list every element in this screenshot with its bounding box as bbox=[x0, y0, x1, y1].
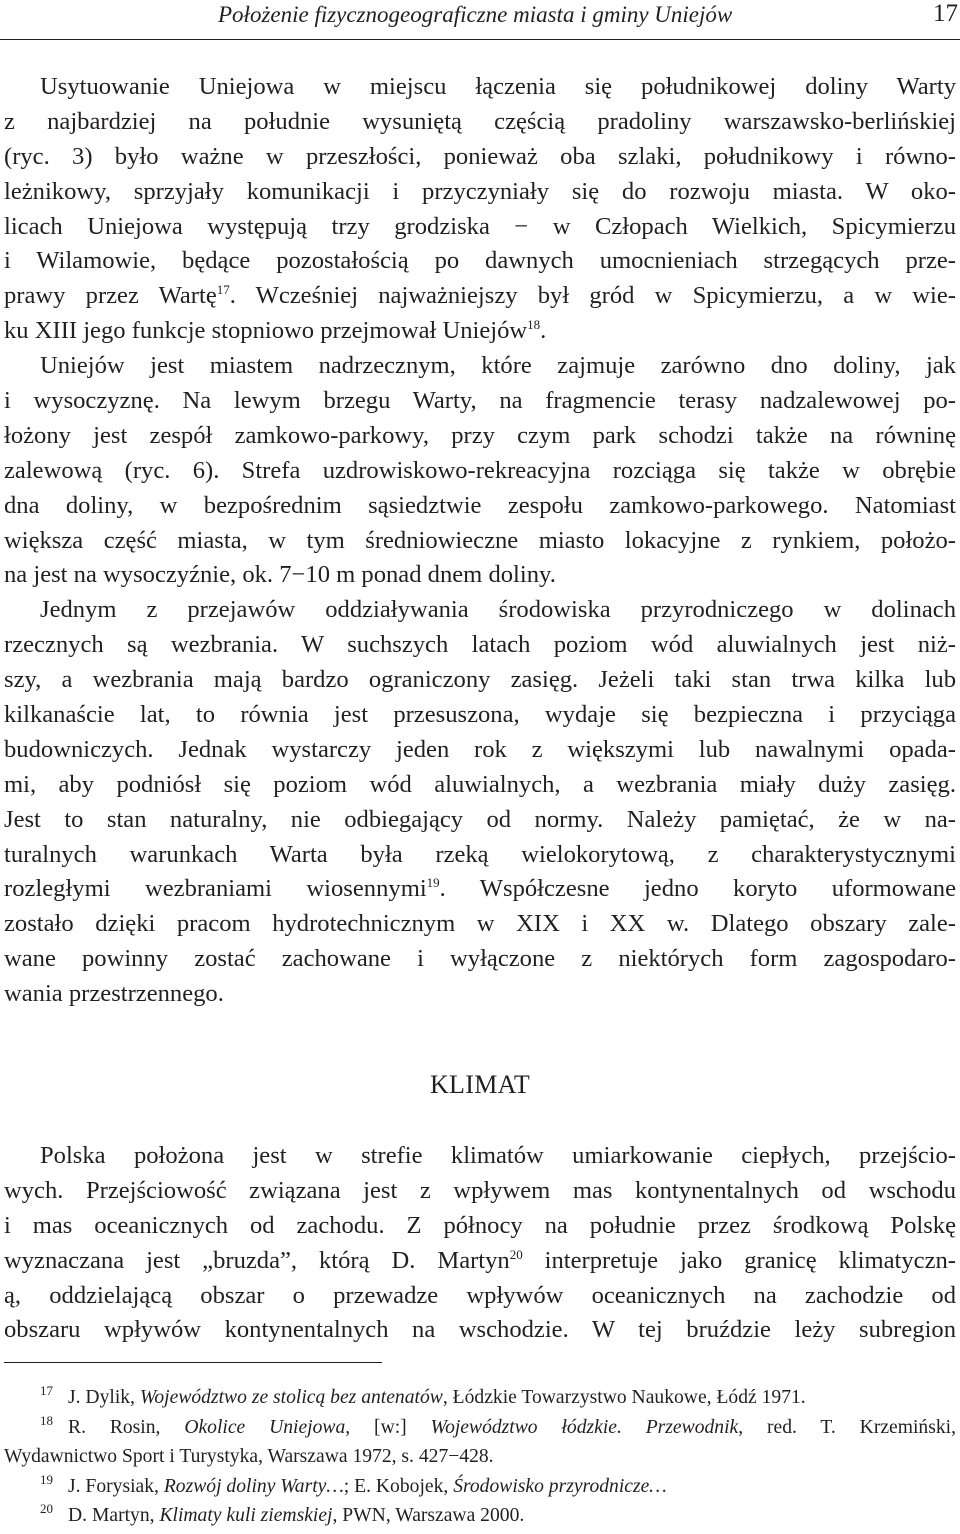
footnote-text: D. Martyn, bbox=[68, 1505, 160, 1527]
footnote-20: 20 D. Martyn, Klimaty kuli ziemskiej, PWN, Warszawa 2000. bbox=[40, 1501, 525, 1527]
text-line: Polska położona jest w strefie klimatów umiarkowanie ciepłych, przejścio- bbox=[40, 1142, 956, 1169]
footnote-19: 19 J. Forysiak, Rozwój doliny Warty…; E. Kobojek, Środowisko przyrodnicze… bbox=[40, 1471, 667, 1497]
text-line: mi, aby podniósł się poziom wód aluwialnych, a wezbrania miały duży zasięg. bbox=[4, 770, 956, 798]
footnote-title: Środowisko przyrodnicze… bbox=[453, 1475, 667, 1497]
text-line: szy, a wezbrania mają bardzo ograniczony zasięg. Jeżeli taki stan trwa kilka lub bbox=[4, 666, 956, 694]
text-line: Uniejów jest miastem nadrzecznym, które zajmuje zarówno dno doliny, jak bbox=[40, 352, 956, 380]
text-span: . Wcześniej najważniejszy był gród w Spicymierzu, a w wie- bbox=[229, 282, 956, 310]
text-line: i mas oceanicznych od zachodu. Z północy na południe przez środkową Polskę bbox=[4, 1211, 956, 1239]
text-line: wane powinny zostać zachowane i wyłączone z niektórych form zagospodaro- bbox=[4, 945, 956, 973]
footnote-18: 18 R. Rosin, Okolice Uniejowa, [w:] Województwo łódzkie. Przewodnik, red. T. Krzemiński, bbox=[40, 1412, 956, 1438]
page-number: 17 bbox=[933, 0, 958, 27]
footnote-text: R. Rosin, bbox=[68, 1416, 185, 1438]
text-line: obszaru wpływów kontynentalnych na wschodzie. W tej bruździe leży subregion bbox=[4, 1316, 956, 1344]
text-line: i Wilamowie, będące pozostałością po dawnych umocnieniach strzegących prze- bbox=[4, 247, 956, 275]
text-line bbox=[4, 314, 956, 349]
text-line: zalewową (ryc. 6). Strefa uzdrowiskowo-rekreacyjna rozciąga się także w obrębie bbox=[4, 456, 956, 484]
footnotes bbox=[4, 1383, 956, 1531]
text-line: ą, oddzielającą obszar o przewadze wpływów oceanicznych na zachodzie od bbox=[4, 1281, 956, 1309]
text-line: budowniczych. Jednak wystarczy jeden rok z większymi lub nawalnymi opada- bbox=[4, 735, 956, 763]
text-span: prawy przez Wartę bbox=[4, 282, 217, 310]
footnote-text: J. Forysiak, bbox=[68, 1475, 164, 1497]
text-line bbox=[4, 279, 956, 314]
footnote-text: , red. T. Krzemiński, bbox=[738, 1416, 956, 1438]
text-line: dna doliny, w bezpośrednim sąsiedztwie zespołu zamkowo-parkowego. Natomiast bbox=[4, 491, 956, 519]
text-line: rzecznych są wezbrania. W suchszych latach poziom wód aluwialnych jest niż- bbox=[4, 631, 956, 659]
footnote-text: , [w:] bbox=[345, 1416, 431, 1438]
text-line: kilkanaście lat, to równia jest przesuszona, wydaje się bezpieczna i przyciąga bbox=[4, 701, 956, 729]
text-line: większa część miasta, w tym średniowieczne miasto lokacyjne z rynkiem, położo- bbox=[4, 526, 956, 554]
main-body bbox=[4, 70, 956, 1012]
footnote-title: Okolice Uniejowa bbox=[184, 1416, 346, 1438]
footnote-17: 17 J. Dylik, Województwo ze stolicą bez antenatów, Łódzkie Towarzystwo Naukowe, Łódź 1971. bbox=[40, 1383, 806, 1408]
footnote-ref-17: 17 bbox=[216, 282, 230, 298]
running-title: Położenie fizycznogeograficzne miasta i gminy Uniejów bbox=[218, 2, 733, 27]
footnote-title: Rozwój doliny Warty… bbox=[163, 1475, 344, 1497]
footnote-ref-19: 19 bbox=[426, 875, 440, 891]
text-line bbox=[4, 872, 956, 907]
text-line: wych. Przejściowość związana jest z wpływem mas kontynentalnych od wschodu bbox=[4, 1176, 956, 1204]
text-line bbox=[4, 1244, 956, 1279]
text-line: Usytuowanie Uniejowa w miejscu łączenia się południkowej doliny Warty bbox=[40, 73, 956, 100]
footnote-ref-20: 20 bbox=[509, 1246, 523, 1262]
footnote-separator bbox=[4, 1362, 382, 1363]
text-span: . bbox=[540, 317, 547, 345]
text-line: Jest to stan naturalny, nie odbiegający od normy. Należy pamiętać, że w na- bbox=[4, 805, 956, 833]
page-header bbox=[0, 0, 960, 44]
footnote-text: ; E. Kobojek, bbox=[343, 1475, 454, 1497]
text-line: z najbardziej na południe wysuniętą częścią pradoliny warszawsko-berlińskiej bbox=[4, 107, 956, 135]
climate-body bbox=[4, 1139, 956, 1348]
footnote-ref-18: 18 bbox=[527, 317, 541, 333]
footnote-18-continued: Wydawnictwo Sport i Turystyka, Warszawa 1972, s. 427−428. bbox=[4, 1446, 494, 1468]
text-line: leżnikowy, sprzyjały komunikacji i przyczyniały się do rozwoju miasta. W oko- bbox=[4, 177, 956, 205]
footnote-text: J. Dylik, bbox=[68, 1387, 140, 1408]
section-heading: KLIMAT bbox=[429, 1070, 530, 1099]
text-line: Jednym z przejawów oddziaływania środowiska przyrodniczego w dolinach bbox=[40, 596, 956, 624]
footnote-title: Klimaty kuli ziemskiej bbox=[159, 1505, 333, 1527]
footnote-text: , Łódzkie Towarzystwo Naukowe, Łódź 1971. bbox=[442, 1387, 806, 1408]
text-line: wania przestrzennego. bbox=[4, 980, 224, 1008]
text-line: na jest na wysoczyźnie, ok. 7−10 m ponad dnem doliny. bbox=[4, 561, 556, 589]
footnote-text: , PWN, Warszawa 2000. bbox=[332, 1505, 525, 1527]
footnote-title: Województwo łódzkie. Przewodnik bbox=[430, 1416, 739, 1438]
text-line: zostało dzięki pracom hydrotechnicznym w XIX i XX w. Dlatego obszary zale- bbox=[4, 910, 956, 938]
footnote-title: Województwo ze stolicą bez antenatów bbox=[139, 1387, 443, 1408]
text-line: turalnych warunkach Warta była rzeką wielokorytową, z charakterystycznymi bbox=[4, 840, 956, 868]
text-line: i wysoczyznę. Na lewym brzegu Warty, na fragmencie terasy nadzalewowej po- bbox=[4, 387, 956, 415]
text-span: . Współczesne jedno koryto uformowane bbox=[439, 875, 956, 903]
text-span: rozległymi wezbraniami wiosennymi bbox=[4, 875, 427, 903]
text-span: interpretuje jako granicę klimatyczn- bbox=[522, 1246, 957, 1274]
text-span: wyznaczana jest „bruzda”, którą D. Martyn bbox=[4, 1246, 510, 1274]
text-line: łożony jest zespół zamkowo-parkowy, przy czym park schodzi także na równinę bbox=[4, 421, 956, 449]
text-span: ku XIII jego funkcje stopniowo przejmował Uniejów bbox=[4, 317, 528, 345]
header-rule bbox=[0, 39, 960, 40]
text-line: (ryc. 3) było ważne w przeszłości, ponieważ oba szlaki, południkowy i równo- bbox=[4, 142, 956, 170]
text-line: licach Uniejowa występują trzy grodziska − w Człopach Wielkich, Spicymierzu bbox=[4, 212, 956, 240]
